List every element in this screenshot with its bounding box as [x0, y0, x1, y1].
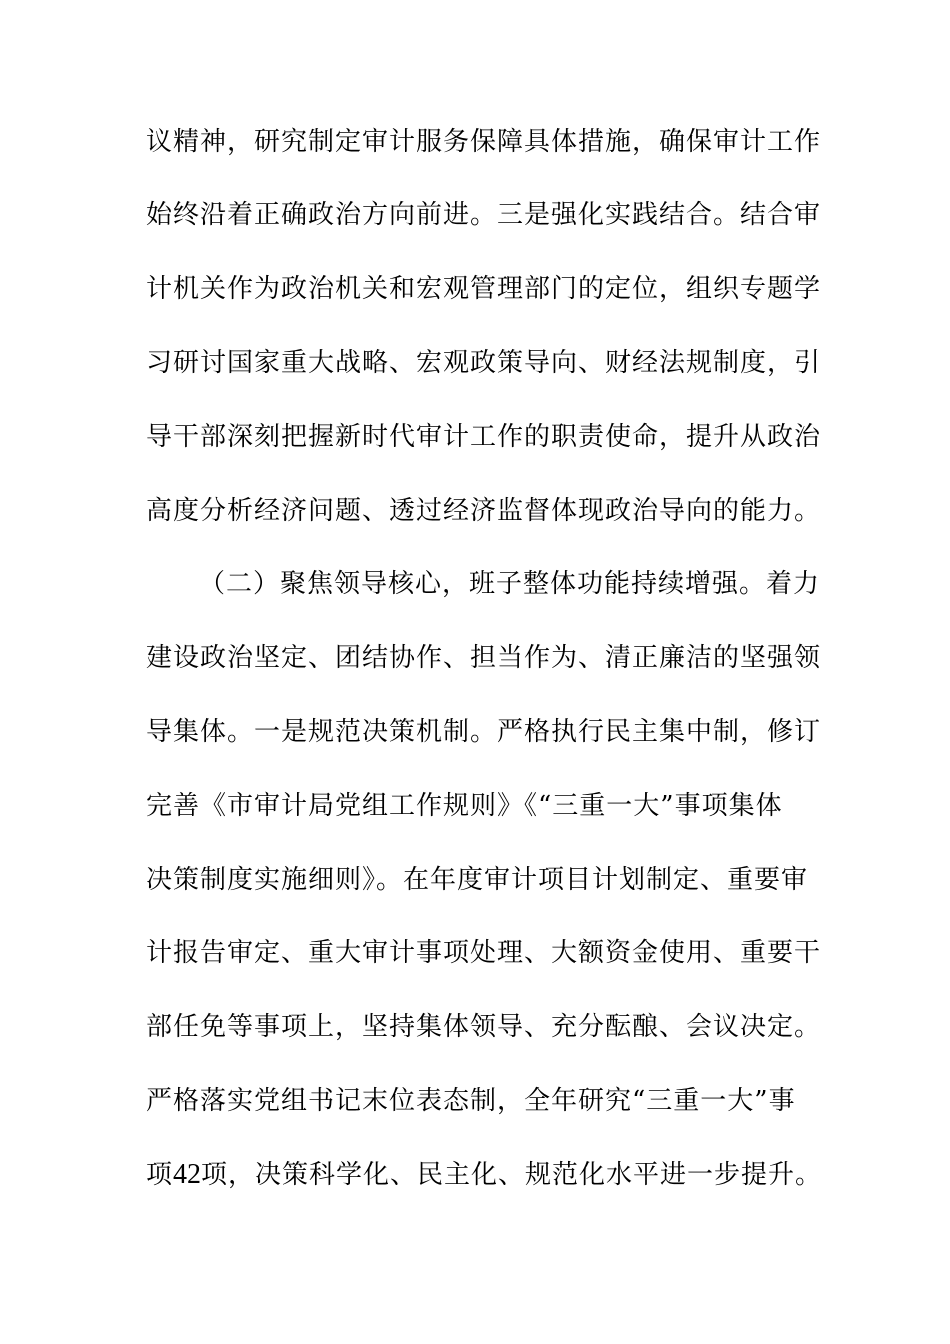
- text-line: 严格落实党组书记末位表态制，全年研究“三重一大”事: [146, 1086, 796, 1116]
- text-line-last: [146, 1159, 946, 1191]
- paragraph-heading-line: （二）聚焦领导核心，班子整体功能持续增强。着力: [199, 569, 821, 599]
- text-line: 计机关作为政治机关和宏观管理部门的定位，组织专题学: [146, 274, 822, 304]
- text-suffix: 项，决策科学化、民主化、规范化水平进一步提升。: [201, 1160, 823, 1190]
- text-line: 部任免等事项上，坚持集体领导、充分酝酿、会议决定。: [146, 1012, 822, 1042]
- text-line: 计报告审定、重大审计事项处理、大额资金使用、重要干: [146, 938, 822, 968]
- text-line: 习研讨国家重大战略、宏观政策导向、财经法规制度，引: [146, 348, 822, 378]
- text-line: 建设政治坚定、团结协作、担当作为、清正廉洁的坚强领: [146, 643, 822, 673]
- text-line: 高度分析经济问题、透过经济监督体现政治导向的能力。: [146, 496, 822, 526]
- text-line: 完善《市审计局党组工作规则》《“三重一大”事项集体: [146, 791, 783, 821]
- text-line: 始终沿着正确政治方向前进。三是强化实践结合。结合审: [146, 200, 822, 230]
- text-prefix: 项: [146, 1160, 174, 1190]
- item-count: 42: [173, 1159, 202, 1190]
- text-line: 导集体。一是规范决策机制。严格执行民主集中制，修订: [146, 717, 822, 747]
- text-line: 议精神，研究制定审计服务保障具体措施，确保审计工作: [146, 127, 822, 157]
- text-line: 导干部深刻把握新时代审计工作的职责使命，提升从政治: [146, 422, 822, 452]
- text-line: 决策制度实施细则》。在年度审计项目计划制定、重要审: [146, 865, 809, 895]
